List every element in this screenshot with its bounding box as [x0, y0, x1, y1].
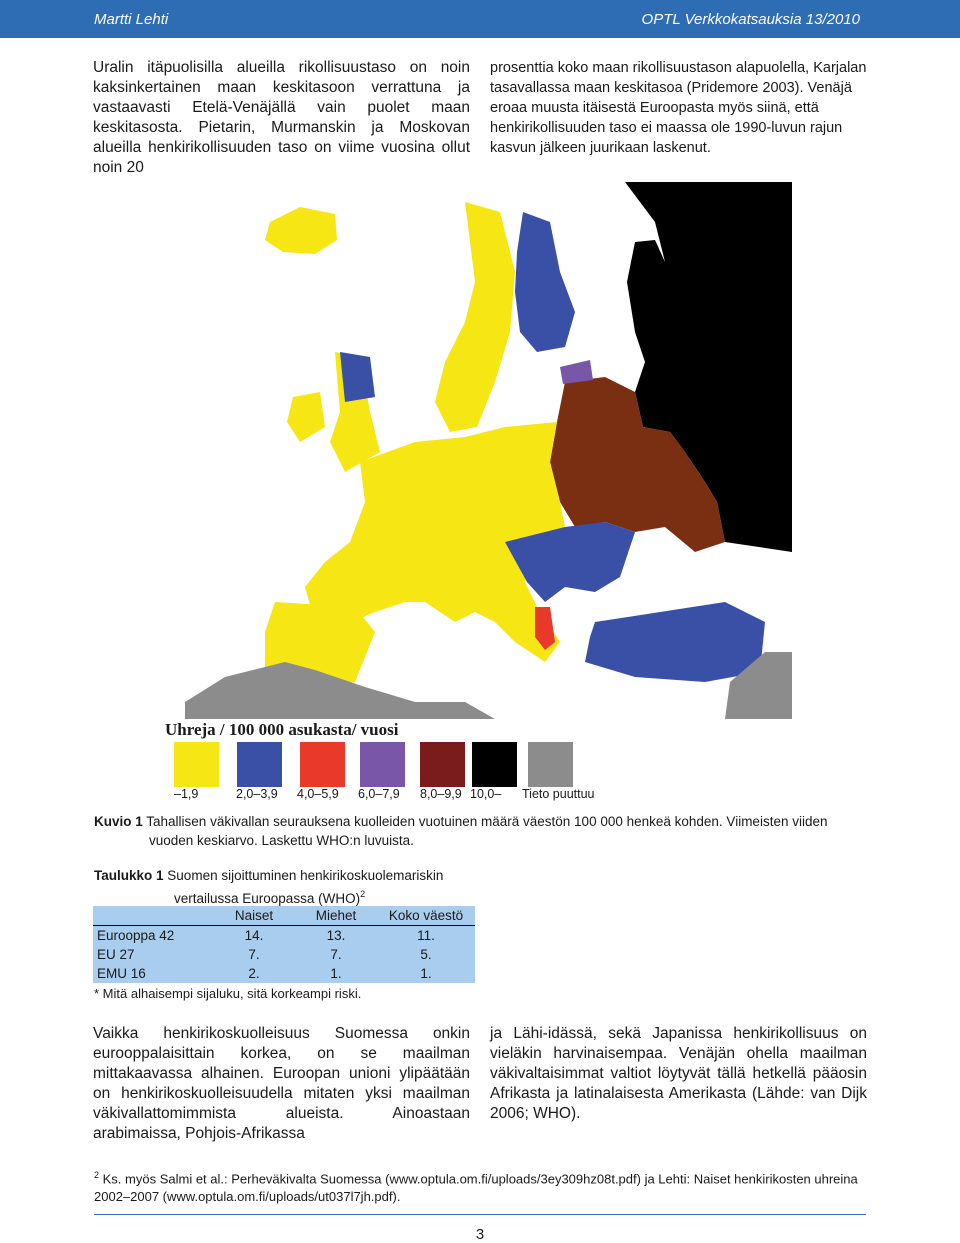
legend-swatch-6	[472, 742, 517, 787]
legend-title: Uhreja / 100 000 asukasta/ vuosi	[165, 720, 399, 739]
page-number: 3	[475, 1226, 485, 1243]
body-left-text: Vaikka henkirikoskuolleisuus Suomessa onkin eurooppalaisittain korkea, on se maailman mittakaavassa alhainen. Euroopan unioni ylipäätään on henkirikoskuolleisuudella mitaten yksi maailman väkivallattomimmista alueista. Ainoastaan arabimaissa, Pohjois-Afrikassa	[93, 1025, 470, 1142]
table-cell: 1.	[330, 966, 342, 981]
figure-caption-text-2: vuoden keskiarvo. Laskettu WHO:n luvuista.	[149, 833, 414, 848]
table-cell: 7.	[248, 947, 260, 962]
table-row	[93, 926, 475, 946]
table-row	[93, 964, 475, 983]
legend-swatch-7	[528, 742, 573, 787]
body-right-text: ja Lähi-idässä, sekä Japanissa henkirikollisuus on vieläkin harvinaisempaa. Venäjän ohella maailman väkivaltaisimmat valtiot löytyvät tällä hetkellä pääosin Afrikasta ja latinalaisesta Amerikasta (Lähde: van Dijk 2006; WHO).	[490, 1025, 867, 1122]
intro-left-text: Uralin itäpuolisilla alueilla rikollisuustaso on noin kaksinkertainen maan keskitasoon verrattuna ja vastaavasti Etelä-Venäjällä vain puolet maan keskitasosta. Pietarin, Murmanskin ja Moskovan alueilla henkirikollisuuden taso on viime vuosina ollut noin 20	[93, 59, 470, 176]
intro-left	[93, 58, 470, 178]
table-caption-2: vertailussa Euroopassa (WHO)	[174, 890, 361, 906]
ranking-table	[93, 906, 475, 983]
legend-label-7: Tieto puuttuu	[522, 787, 595, 801]
legend-swatch-3	[300, 742, 345, 787]
legend-label-4: 6,0–7,9	[358, 787, 400, 801]
table-cell: 7.	[330, 947, 342, 962]
table-row	[93, 945, 475, 964]
footnote-mark: 2	[94, 1170, 100, 1180]
map-region-scotland	[340, 352, 375, 402]
body-left	[93, 1024, 470, 1144]
table-caption	[94, 866, 443, 908]
table-header-cell: Naiset	[234, 908, 274, 923]
table-cell: 1.	[420, 966, 432, 981]
legend-swatch-1	[174, 742, 219, 787]
table-cell: 11.	[417, 928, 435, 943]
table-cell: 13.	[326, 928, 346, 943]
table-caption-sup: 2	[360, 889, 366, 899]
table-cell: 5.	[420, 947, 432, 962]
table-caption-1: Suomen sijoittuminen henkirikoskuolemariskin	[167, 868, 444, 883]
footnote-text: Ks. myös Salmi et al.: Perheväkivalta Suomessa (www.optula.om.fi/uploads/3ey309hz08t.pdf) ja Lehti: Naiset henkirikosten uhreina 2002–2007 (www.optula.om.fi/uploads/ut037l7jh.pdf).	[94, 1171, 858, 1205]
table-label: Taulukko 1	[94, 868, 164, 883]
europe-homicide-map	[165, 182, 792, 719]
legend-swatch-4	[360, 742, 405, 787]
series-title: OPTL Verkkokatsauksia 13/2010	[641, 11, 860, 28]
legend-label-2: 2,0–3,9	[236, 787, 278, 801]
legend-label-1: –1,9	[174, 787, 199, 801]
author: Martti Lehti	[94, 11, 169, 28]
table-cell: Eurooppa 42	[97, 928, 175, 943]
table-note: * Mitä alhaisempi sijaluku, sitä korkeampi riski.	[94, 986, 362, 1001]
table-header-row	[93, 906, 475, 926]
legend-swatch-2	[237, 742, 282, 787]
table-header-cell: Miehet	[315, 908, 357, 923]
figure-label: Kuvio 1	[94, 814, 143, 829]
legend-swatch-5	[420, 742, 465, 787]
table-header-cell	[93, 906, 213, 926]
legend-label-6: 10,0–	[470, 787, 502, 801]
page-header	[0, 0, 960, 38]
footnote	[94, 1166, 884, 1206]
legend-label-5: 8,0–9,9	[420, 787, 462, 801]
table-cell: 14.	[244, 928, 264, 943]
intro-right-text: prosenttia koko maan rikollisuustason alapuolella, Karjalan tasavallassa maan keskitasoa (Pridemore 2003). Venäjä eroaa muusta itäisestä Euroopasta myös siinä, että henkirikollisuuden taso ei maassa ole 1990-luvun rajun kasvun jälkeen juurikaan laskenut.	[490, 60, 867, 156]
table-header-cell: Koko väestö	[388, 908, 464, 923]
footer-rule	[94, 1214, 866, 1215]
table-cell: 2.	[248, 966, 260, 981]
legend-label-3: 4,0–5,9	[297, 787, 339, 801]
figure-caption-text: Tahallisen väkivallan seurauksena kuolleiden vuotuinen määrä väestön 100 000 henkeä kohden. Viimeisten viiden	[146, 814, 828, 829]
figure-caption	[94, 812, 874, 850]
intro-right	[490, 58, 870, 158]
table-cell: EMU 16	[97, 966, 146, 981]
table-cell: EU 27	[97, 947, 135, 962]
body-right	[490, 1024, 867, 1124]
